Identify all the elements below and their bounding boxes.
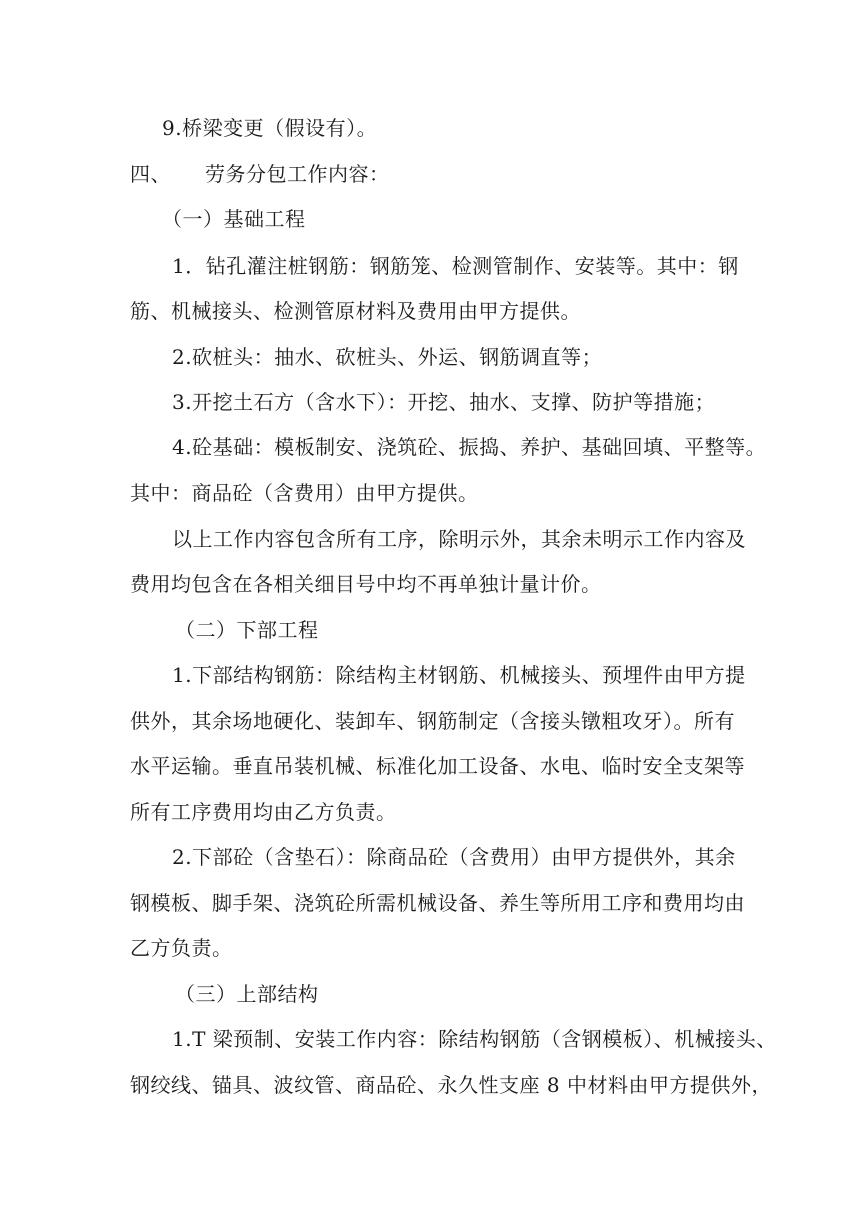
subsection-heading-foundation: （一）基础工程	[162, 207, 306, 231]
text-line: 1.下部结构钢筋：除结构主材钢筋、机械接头、预埋件由甲方提	[172, 663, 746, 687]
text-line: 1.T 梁预制、安装工作内容：除结构钢筋（含钢模板）、机械接头、	[172, 1027, 777, 1051]
text-line-item-9: 9.桥梁变更（假设有）。	[162, 116, 378, 140]
text-line: 2.下部砼（含垫石）：除商品砼（含费用）由甲方提供外，其余	[172, 845, 736, 869]
text-line: 其中：商品砼（含费用）由甲方提供。	[130, 481, 479, 505]
text-line: 所有工序费用均由乙方负责。	[130, 800, 397, 824]
text-line: 费用均包含在各相关细目号中均不再单独计量计价。	[130, 572, 602, 596]
subsection-heading-superstructure: （三）上部结构	[175, 982, 319, 1006]
text-line: 3.开挖土石方（含水下）：开挖、抽水、支撑、防护等措施；	[172, 390, 716, 414]
text-line: 水平运输。垂直吊装机械、标准化加工设备、水电、临时安全支架等	[130, 754, 745, 778]
section-title: 劳务分包工作内容：	[205, 162, 390, 186]
section-heading-four	[130, 159, 390, 189]
text-line: 1．钻孔灌注桩钢筋：钢筋笼、检测管制作、安装等。其中：钢	[172, 254, 739, 278]
text-line: 筋、机械接头、检测管原材料及费用由甲方提供。	[130, 299, 581, 323]
subsection-heading-substructure: （二）下部工程	[175, 618, 319, 642]
section-number: 四、	[130, 162, 171, 186]
text-line: 乙方负责。	[130, 936, 233, 960]
text-line: 钢绞线、锚具、波纹管、商品砼、永久性支座 8 中材料由甲方提供外，	[130, 1073, 772, 1097]
text-line: 以上工作内容包含所有工序，除明示外，其余未明示工作内容及	[172, 527, 746, 551]
text-line: 4.砼基础：模板制安、浇筑砼、振捣、养护、基础回填、平整等。	[172, 435, 767, 459]
text-line: 供外，其余场地硬化、装卸车、钢筋制定（含接头镦粗攻牙）。所有	[130, 709, 735, 733]
text-line: 钢模板、脚手架、浇筑砼所需机械设备、养生等所用工序和费用均由	[130, 891, 745, 915]
text-line: 2.砍桩头：抽水、砍桩头、外运、钢筋调直等；	[172, 345, 603, 369]
